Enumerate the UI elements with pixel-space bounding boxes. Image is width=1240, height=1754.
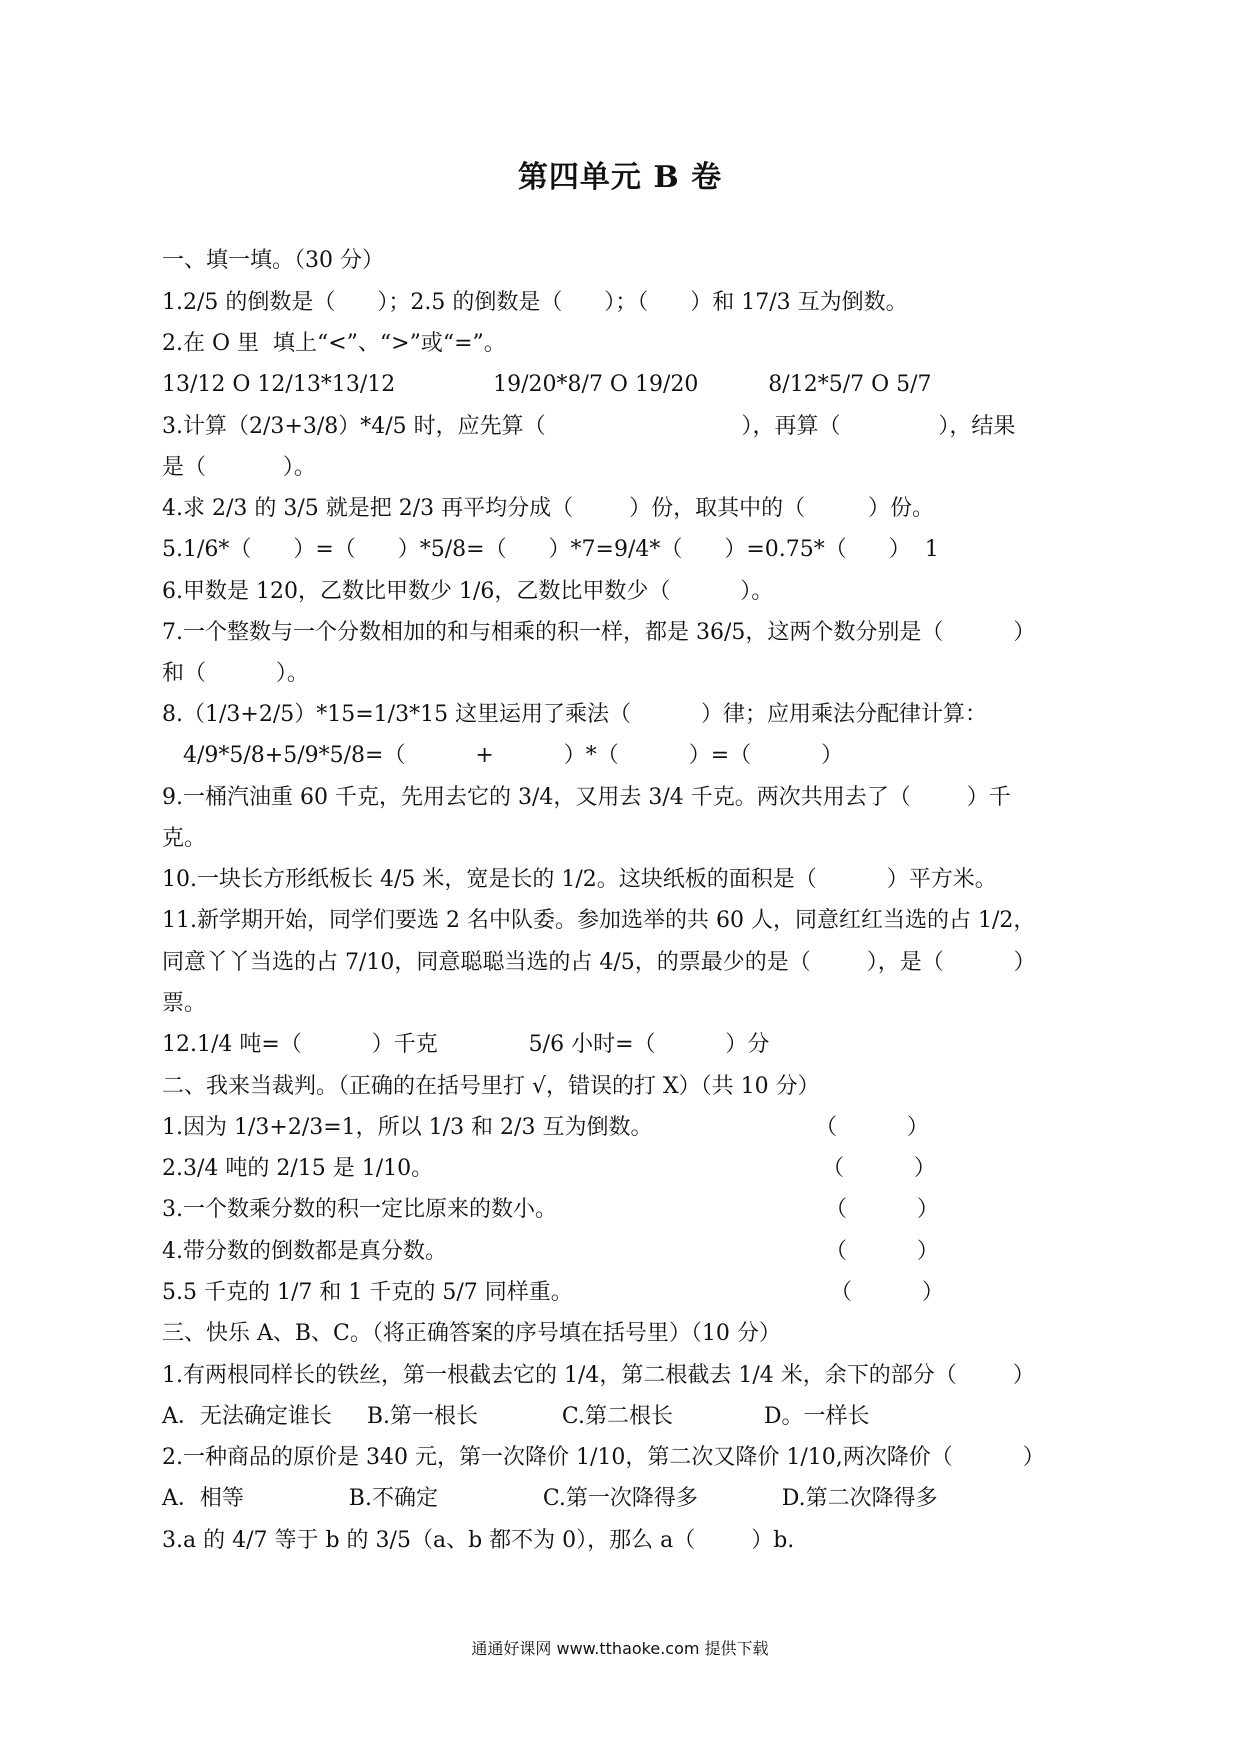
question-1-9-line1: 9.一桶汽油重 60 千克，先用去它的 3/4，又用去 3/4 千克。两次共用去了（ ）千 [162,785,1011,810]
question-1-8-line1: 8.（1/3+2/5）*15=1/3*15 这里运用了乘法（ ）律；应用乘法分配律计算： [162,702,987,727]
question-1-1: 1.2/5 的倒数是（ ）；2.5 的倒数是（ ）；（ ）和 17/3 互为倒数。 [162,290,908,315]
choice-question-1-options: A．无法确定谁长 B.第一根长 C.第二根长 D。一样长 [162,1404,870,1429]
question-1-9-line2: 克。 [162,826,207,851]
question-1-2-items: 13/12 O 12/13*13/12 19/20*8/7 O 19/20 8/12*5/7 O 5/7 [162,372,932,397]
question-1-11-line1: 11.新学期开始，同学们要选 2 名中队委。参加选举的共 60 人，同意红红当选的占 1/2， [162,908,1036,933]
question-1-11-line3: 票。 [162,991,207,1016]
question-1-7-line1: 7.一个整数与一个分数相加的和与相乘的积一样，都是 36/5，这两个数分别是（ ） [162,620,1036,645]
judge-answer-bracket-1: （ ） [815,1115,929,1140]
choice-question-1: 1.有两根同样长的铁丝，第一根截去它的 1/4，第二根截去 1/4 米，余下的部分（ ） [162,1363,1035,1388]
judge-item-2: 2.3/4 吨的 2/15 是 1/10。 [162,1156,434,1181]
question-1-12: 12.1/4 吨=（ ）千克 5/6 小时=（ ）分 [162,1032,770,1057]
section-1-heading: 一、填一填。（30 分） [162,248,384,273]
question-1-3-line1: 3.计算（2/3+3/8）*4/5 时，应先算（ ），再算（ ），结果 [162,414,1016,439]
question-1-3-line2: 是（ ）。 [162,455,316,480]
judge-item-4: 4.带分数的倒数都是真分数。 [162,1239,447,1264]
question-1-5: 5.1/6*（ ）=（ ）*5/8=（ ）*7=9/4*（ ）=0.75*（ ） 1 [162,537,939,562]
section-3-heading: 三、快乐 A、B、C。（将正确答案的序号填在括号里）（10 分） [162,1321,781,1346]
judge-answer-bracket-4: （ ） [825,1239,939,1264]
judge-item-1: 1.因为 1/3+2/3=1，所以 1/3 和 2/3 互为倒数。 [162,1115,653,1140]
page-title: 第四单元 B 卷 [517,160,723,195]
choice-question-3: 3.a 的 4/7 等于 b 的 3/5（a、b 都不为 0），那么 a（ ）b. [162,1528,795,1553]
choice-question-2: 2.一种商品的原价是 340 元，第一次降价 1/10，第二次又降价 1/10,两次降价（ ） [162,1445,1045,1470]
page-footer: 通通好课网 www.tthaoke.com 提供下载 [471,1639,769,1658]
judge-answer-bracket-2: （ ） [822,1156,936,1181]
section-2-heading: 二、我来当裁判。（正确的在括号里打 √，错误的打 X）（共 10 分） [162,1074,820,1099]
judge-answer-bracket-3: （ ） [825,1197,939,1222]
question-1-2: 2.在 O 里 填上“<”、“>”或“=”。 [162,331,506,356]
question-1-8-line2: 4/9*5/8+5/9*5/8=（ + ）*（ ）=（ ） [162,743,844,768]
choice-question-2-options: A．相等 B.不确定 C.第一次降得多 D.第二次降得多 [162,1486,938,1511]
question-1-6: 6.甲数是 120，乙数比甲数少 1/6，乙数比甲数少（ ）。 [162,579,774,604]
question-1-4: 4.求 2/3 的 3/5 就是把 2/3 再平均分成（ ）份，取其中的（ ）份。 [162,496,935,521]
question-1-10: 10.一块长方形纸板长 4/5 米，宽是长的 1/2。这块纸板的面积是（ ）平方米。 [162,867,997,892]
judge-answer-bracket-5: （ ） [830,1280,944,1305]
question-1-11-line2: 同意丫丫当选的占 7/10，同意聪聪当选的占 4/5，的票最少的是（ ），是（ ） [162,950,1036,975]
question-1-7-line2: 和（ ）。 [162,661,309,686]
judge-item-3: 3.一个数乘分数的积一定比原来的数小。 [162,1197,557,1222]
judge-item-5: 5.5 千克的 1/7 和 1 千克的 5/7 同样重。 [162,1280,573,1305]
